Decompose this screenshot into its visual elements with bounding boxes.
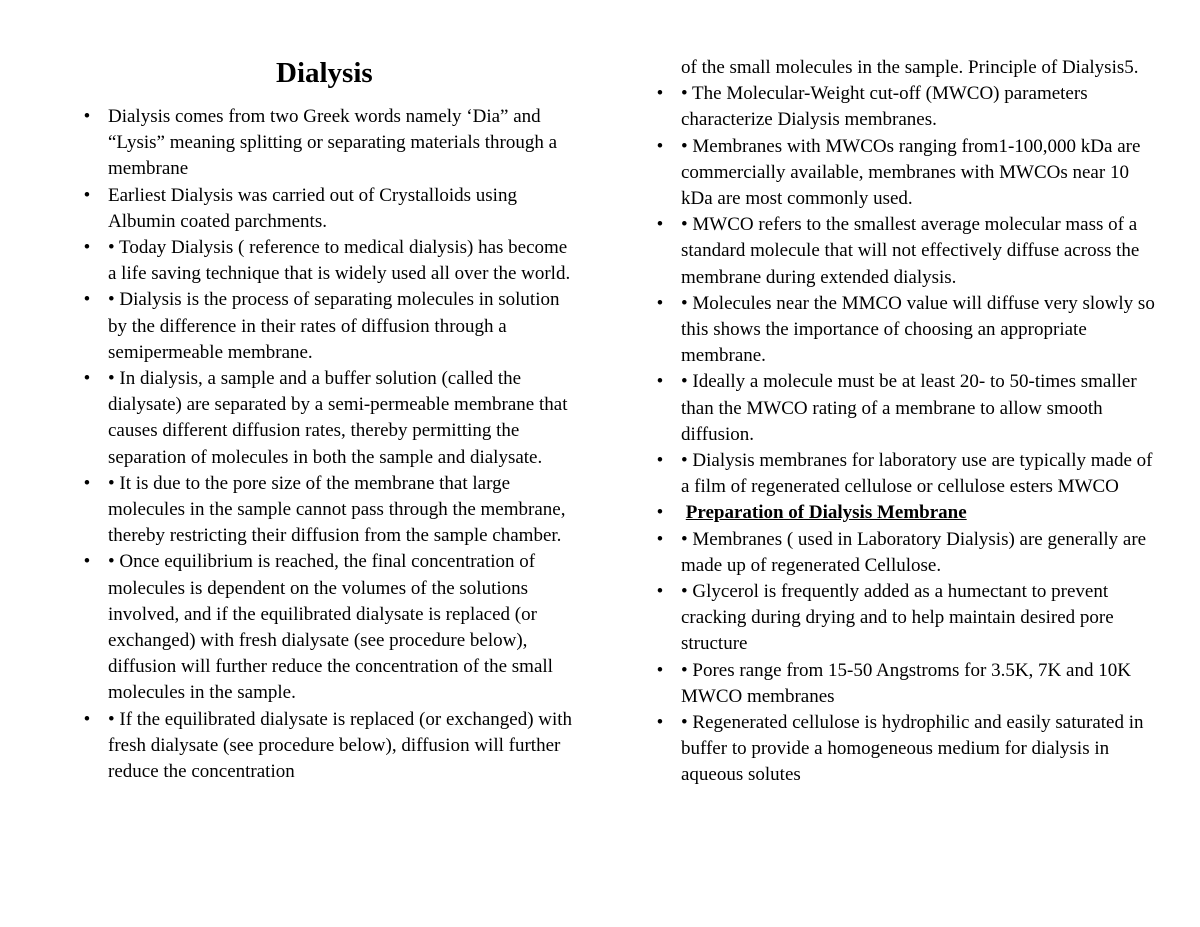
list-item-text: • Pores range from 15-50 Angstroms for 3.5K, 7K and 10K MWCO membranes bbox=[681, 659, 1131, 707]
list-item bbox=[83, 287, 578, 366]
bullet-icon: • bbox=[83, 106, 91, 127]
list-item bbox=[656, 81, 1156, 133]
section-heading: Preparation of Dialysis Membrane bbox=[685, 502, 967, 524]
list-item-text: • It is due to the pore size of the membrane that large molecules in the sample cannot pass through the membrane, thereby restricting their diffusion from the sample chamber. bbox=[108, 472, 566, 547]
list-item bbox=[656, 369, 1156, 448]
list-item bbox=[83, 549, 578, 706]
bullet-icon: • bbox=[83, 184, 91, 206]
list-item-text: • MWCO refers to the smallest average molecular mass of a standard molecule that will not effectively diffuse across the membrane during extended dialysis. bbox=[681, 214, 1140, 288]
bullet-icon: • bbox=[656, 502, 664, 524]
list-item bbox=[83, 471, 578, 550]
list-item bbox=[83, 104, 578, 183]
list-item-text: • Glycerol is frequently added as a humectant to prevent cracking during drying and to help maintain desired pore structure bbox=[681, 581, 1114, 655]
list-item bbox=[83, 366, 578, 471]
list-item bbox=[656, 710, 1156, 789]
left-bullet-list bbox=[83, 104, 578, 785]
list-item-text: • Dialysis is the process of separating molecules in solution by the difference in their rates of diffusion through a semipermeable membrane. bbox=[108, 289, 560, 363]
list-item-text: • Molecules near the MMCO value will diffuse very slowly so this shows the importance of choosing an appropriate membrane. bbox=[681, 292, 1155, 367]
bullet-icon: • bbox=[83, 237, 91, 259]
list-item bbox=[83, 235, 578, 287]
list-item-text: Dialysis comes from two Greek words namely ‘Dia” and “Lysis” meaning splitting or separating materials through a membrane bbox=[108, 106, 558, 180]
bullet-icon: • bbox=[83, 368, 91, 390]
list-item-text: Earliest Dialysis was carried out of Crystalloids using Albumin coated parchments. bbox=[108, 184, 517, 232]
bullet-icon: • bbox=[656, 712, 664, 734]
list-item-text: • Ideally a molecule must be at least 20- to 50-times smaller than the MWCO rating of a membrane to allow smooth diffusion. bbox=[681, 371, 1137, 445]
list-item-text: • If the equilibrated dialysate is replaced (or exchanged) with fresh dialysate (see procedure below), diffusion will further reduce the concentration bbox=[108, 708, 573, 783]
list-item bbox=[656, 579, 1156, 658]
list-item-text: • Dialysis membranes for laboratory use are typically made of a film of regenerated cellulose or cellulose esters MWCO bbox=[681, 450, 1153, 498]
page-title: Dialysis bbox=[276, 57, 373, 89]
list-item-text: • Today Dialysis ( reference to medical dialysis) has become a life saving technique that is widely used all over the world. bbox=[108, 237, 571, 285]
bullet-icon: • bbox=[656, 214, 664, 236]
list-item-text: • The Molecular-Weight cut-off (MWCO) parameters characterize Dialysis membranes. bbox=[681, 83, 1088, 131]
bullet-icon: • bbox=[83, 708, 91, 730]
list-item-text: • Once equilibrium is reached, the final concentration of molecules is dependent on the volumes of the solutions involved, and if the equilibrated dialysate is replaced (or exchanged) with fresh dialysate (see procedure below), diffusion will further reduce the concentration of the small molecules in the sample. bbox=[108, 551, 553, 704]
bullet-icon: • bbox=[83, 551, 91, 573]
list-item bbox=[656, 448, 1156, 500]
bullet-icon: • bbox=[656, 292, 664, 314]
bullet-icon: • bbox=[656, 450, 664, 472]
bullet-icon: • bbox=[83, 472, 91, 494]
list-item-text: • In dialysis, a sample and a buffer solution (called the dialysate) are separated by a semi-permeable membrane that causes different diffusion rates, thereby permitting the separation of molecules in both the sample and dialysate. bbox=[108, 368, 568, 468]
bullet-icon: • bbox=[656, 581, 664, 603]
bullet-icon: • bbox=[656, 659, 664, 681]
continuation-text: of the small molecules in the sample. Principle of Dialysis5. bbox=[681, 57, 1139, 78]
list-item bbox=[83, 707, 578, 786]
bullet-icon: • bbox=[656, 83, 664, 105]
right-bullet-list bbox=[656, 81, 1156, 788]
list-item bbox=[656, 527, 1156, 579]
bullet-icon: • bbox=[656, 135, 664, 157]
list-item bbox=[656, 212, 1156, 291]
section-heading-item bbox=[656, 500, 1156, 526]
list-item bbox=[656, 134, 1156, 213]
bullet-icon: • bbox=[656, 528, 664, 550]
list-item-text: • Membranes with MWCOs ranging from1-100,000 kDa are commercially available, membranes with MWCOs near 10 kDa are most commonly used. bbox=[681, 135, 1141, 210]
right-column bbox=[656, 55, 1156, 789]
list-item-text: • Regenerated cellulose is hydrophilic and easily saturated in buffer to provide a homogeneous medium for dialysis in aqueous solutes bbox=[681, 712, 1144, 786]
list-item-text: • Membranes ( used in Laboratory Dialysis) are generally are made up of regenerated Cellulose. bbox=[681, 528, 1147, 576]
left-column bbox=[83, 104, 578, 785]
list-item bbox=[83, 183, 578, 235]
list-item bbox=[656, 658, 1156, 710]
bullet-icon: • bbox=[83, 289, 91, 311]
list-item bbox=[656, 291, 1156, 370]
bullet-icon: • bbox=[656, 371, 664, 393]
